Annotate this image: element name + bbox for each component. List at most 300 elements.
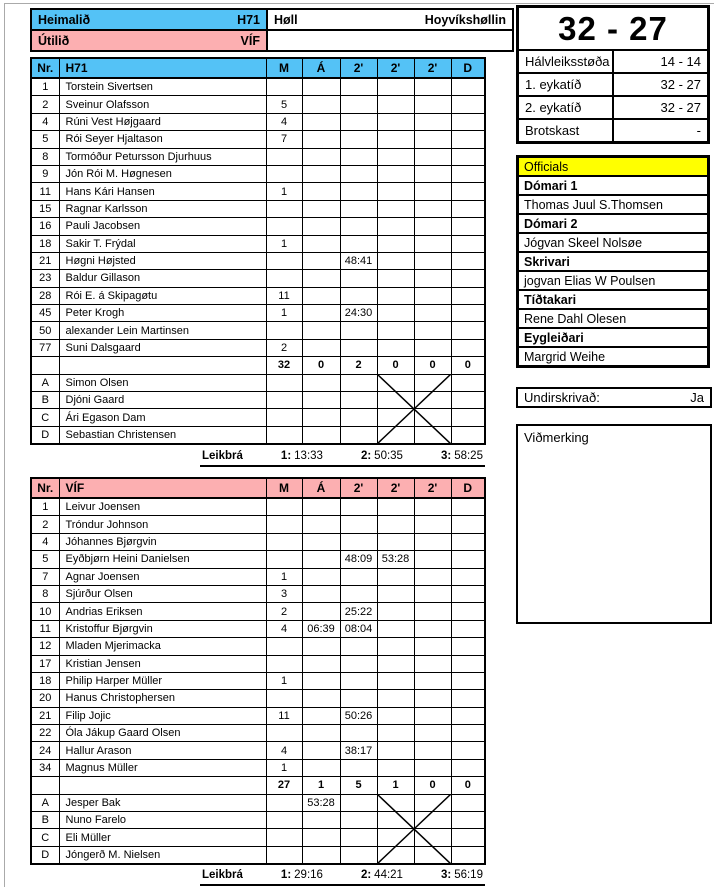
- warning-cell: [302, 374, 340, 391]
- totals-row: [31, 777, 485, 794]
- penalty-shootout-value: -: [613, 119, 709, 143]
- player-number-cell: 45: [31, 305, 59, 322]
- column-header: D: [451, 478, 485, 498]
- player-row: [31, 113, 485, 130]
- disqualification-cell: [451, 131, 485, 148]
- suspension-cell: [340, 339, 377, 356]
- player-number-cell: 4: [31, 113, 59, 130]
- suspension-cell: [377, 374, 414, 391]
- suspension-cell: [377, 339, 414, 356]
- signed-label: Undirskrivað:: [524, 390, 600, 405]
- column-header: D: [451, 58, 485, 78]
- suspension-cell: [414, 392, 451, 409]
- suspension-cell: [414, 498, 451, 516]
- player-row: [31, 707, 485, 724]
- suspension-cell: [377, 707, 414, 724]
- suspension-cell: [414, 374, 451, 391]
- goals-cell: [266, 498, 302, 516]
- suspension-cell: [414, 183, 451, 200]
- goals-cell: [266, 148, 302, 165]
- suspension-cell: [340, 655, 377, 672]
- disqualification-cell: [451, 603, 485, 620]
- warning-cell: [302, 568, 340, 585]
- suspension-cell: [414, 620, 451, 637]
- player-name-cell: Ragnar Karlsson: [59, 200, 266, 217]
- disqualification-cell: [451, 725, 485, 742]
- referee1-role: Dómari 1: [518, 176, 709, 195]
- player-name-cell: Tróndur Johnson: [59, 516, 266, 533]
- suspension-cell: [377, 287, 414, 304]
- player-row: [31, 533, 485, 550]
- suspension-cell: [414, 533, 451, 550]
- suspension-cell: [377, 252, 414, 269]
- suspension-cell: [377, 200, 414, 217]
- player-number-cell: 15: [31, 200, 59, 217]
- player-name-cell: Agnar Joensen: [59, 568, 266, 585]
- secretary-name: jogvan Elias W Poulsen: [518, 271, 709, 290]
- suspension-cell: [340, 270, 377, 287]
- disqualification-cell: [451, 551, 485, 568]
- suspension-cell: 2: [340, 357, 377, 374]
- warning-cell: [302, 113, 340, 130]
- leikbra-time-3: 3: 58:25: [440, 450, 483, 462]
- disqualification-cell: [451, 339, 485, 356]
- roster-header-row: [31, 478, 485, 498]
- suspension-cell: [414, 672, 451, 689]
- player-number-cell: B: [31, 392, 59, 409]
- disqualification-cell: [451, 270, 485, 287]
- timekeeper-name: Rene Dahl Olesen: [518, 309, 709, 328]
- disqualification-cell: [451, 113, 485, 130]
- suspension-cell: [377, 218, 414, 235]
- suspension-cell: 08:04: [340, 620, 377, 637]
- column-header: 2': [377, 58, 414, 78]
- suspension-cell: [340, 759, 377, 776]
- warning-cell: [302, 392, 340, 409]
- player-row: [31, 725, 485, 742]
- player-name-cell: Eli Müller: [59, 829, 266, 846]
- player-number-cell: 9: [31, 165, 59, 182]
- leikbra-time-2: 2: 44:21: [360, 869, 403, 881]
- away-leikbra: [200, 869, 485, 886]
- player-name-cell: Hallur Arason: [59, 742, 266, 759]
- disqualification-cell: [451, 235, 485, 252]
- suspension-cell: [340, 533, 377, 550]
- referee1-name: Thomas Juul S.Thomsen: [518, 195, 709, 214]
- suspension-cell: [340, 725, 377, 742]
- goals-cell: 4: [266, 113, 302, 130]
- suspension-cell: [340, 78, 377, 96]
- player-row: [31, 655, 485, 672]
- player-number-cell: 7: [31, 568, 59, 585]
- suspension-cell: [414, 218, 451, 235]
- suspension-cell: [414, 585, 451, 602]
- warning-cell: [302, 322, 340, 339]
- player-name-cell: Peter Krogh: [59, 305, 266, 322]
- player-name-cell: Hans Kári Hansen: [59, 183, 266, 200]
- home-team-cell: [31, 9, 267, 30]
- player-number-cell: 18: [31, 672, 59, 689]
- player-number-cell: 11: [31, 620, 59, 637]
- suspension-cell: [377, 235, 414, 252]
- suspension-cell: [340, 235, 377, 252]
- suspension-cell: [340, 568, 377, 585]
- suspension-cell: 25:22: [340, 603, 377, 620]
- player-row: [31, 498, 485, 516]
- team-official-row: [31, 392, 485, 409]
- column-header: H71: [59, 58, 266, 78]
- suspension-cell: [377, 829, 414, 846]
- column-header: Á: [302, 478, 340, 498]
- suspension-cell: [377, 392, 414, 409]
- disqualification-cell: 0: [451, 777, 485, 794]
- warning-cell: [302, 829, 340, 846]
- column-header: 2': [414, 58, 451, 78]
- player-row: [31, 270, 485, 287]
- suspension-cell: [414, 759, 451, 776]
- suspension-cell: [340, 846, 377, 864]
- warning-cell: [302, 235, 340, 252]
- suspension-cell: [377, 113, 414, 130]
- goals-cell: [266, 655, 302, 672]
- referee2-role: Dómari 2: [518, 214, 709, 233]
- player-name-cell: Jóhannes Bjørgvin: [59, 533, 266, 550]
- suspension-cell: [377, 270, 414, 287]
- warning-cell: [302, 655, 340, 672]
- suspension-cell: 0: [414, 357, 451, 374]
- disqualification-cell: [451, 148, 485, 165]
- goals-cell: [266, 392, 302, 409]
- goals-cell: 2: [266, 339, 302, 356]
- warning-cell: [302, 516, 340, 533]
- suspension-cell: [340, 690, 377, 707]
- player-name-cell: Sakir T. Frýdal: [59, 235, 266, 252]
- suspension-cell: [414, 426, 451, 444]
- away-team-name: VÍF: [240, 33, 260, 48]
- player-name-cell: Tormóður Petursson Djurhuus: [59, 148, 266, 165]
- player-number-cell: 2: [31, 516, 59, 533]
- suspension-cell: [377, 183, 414, 200]
- goals-cell: 1: [266, 305, 302, 322]
- signed-value: Ja: [690, 390, 704, 405]
- player-number-cell: 24: [31, 742, 59, 759]
- suspension-cell: 0: [414, 777, 451, 794]
- goals-cell: [266, 374, 302, 391]
- page-edge-top: [4, 3, 714, 4]
- suspension-cell: [414, 707, 451, 724]
- suspension-cell: [377, 322, 414, 339]
- warning-cell: [302, 585, 340, 602]
- warning-cell: [302, 498, 340, 516]
- column-header: Nr.: [31, 478, 59, 498]
- suspension-cell: [414, 322, 451, 339]
- goals-cell: 1: [266, 235, 302, 252]
- player-number-cell: 34: [31, 759, 59, 776]
- player-row: [31, 516, 485, 533]
- disqualification-cell: [451, 183, 485, 200]
- observer-role: Eygleiðari: [518, 328, 709, 347]
- goals-cell: 4: [266, 742, 302, 759]
- warning-cell: [302, 759, 340, 776]
- player-number-cell: 21: [31, 707, 59, 724]
- suspension-cell: [377, 638, 414, 655]
- disqualification-cell: [451, 568, 485, 585]
- team-official-row: [31, 426, 485, 444]
- overtime2-score: 32 - 27: [613, 96, 709, 119]
- player-number-cell: C: [31, 829, 59, 846]
- player-name-cell: alexander Lein Martinsen: [59, 322, 266, 339]
- timekeeper-role: Tíðtakari: [518, 290, 709, 309]
- player-name-cell: Ári Egason Dam: [59, 409, 266, 426]
- player-number-cell: 50: [31, 322, 59, 339]
- player-row: [31, 759, 485, 776]
- suspension-cell: 38:17: [340, 742, 377, 759]
- player-name-cell: Óla Jákup Gaard Olsen: [59, 725, 266, 742]
- goals-cell: 1: [266, 183, 302, 200]
- player-name-cell: Rúni Vest Højgaard: [59, 113, 266, 130]
- player-name-cell: Rói Seyer Hjaltason: [59, 131, 266, 148]
- suspension-cell: [377, 568, 414, 585]
- suspension-cell: [414, 603, 451, 620]
- totals-row: [31, 357, 485, 374]
- overtime2-label: 2. eykatíð: [518, 96, 614, 119]
- player-row: [31, 78, 485, 96]
- disqualification-cell: [451, 794, 485, 811]
- player-number-cell: 1: [31, 498, 59, 516]
- final-score: 32 - 27: [518, 7, 709, 51]
- goals-cell: [266, 551, 302, 568]
- disqualification-cell: [451, 742, 485, 759]
- player-number-cell: D: [31, 426, 59, 444]
- suspension-cell: [377, 690, 414, 707]
- remarks-box: [516, 424, 712, 624]
- disqualification-cell: [451, 585, 485, 602]
- suspension-cell: [377, 620, 414, 637]
- halftime-score: 14 - 14: [613, 50, 709, 73]
- disqualification-cell: [451, 287, 485, 304]
- roster-header-row: [31, 58, 485, 78]
- leikbra-time-1: 1: 13:33: [280, 450, 323, 462]
- player-name-cell: Sebastian Christensen: [59, 426, 266, 444]
- goals-cell: [266, 533, 302, 550]
- suspension-cell: [414, 131, 451, 148]
- warning-cell: [302, 812, 340, 829]
- warning-cell: [302, 846, 340, 864]
- suspension-cell: [377, 305, 414, 322]
- suspension-cell: [340, 585, 377, 602]
- player-name-cell: [59, 777, 266, 794]
- column-header: 2': [414, 478, 451, 498]
- disqualification-cell: [451, 846, 485, 864]
- hall-empty-cell: [267, 30, 513, 51]
- goals-cell: 11: [266, 287, 302, 304]
- suspension-cell: [414, 339, 451, 356]
- suspension-cell: [414, 690, 451, 707]
- suspension-cell: [414, 270, 451, 287]
- goals-cell: [266, 218, 302, 235]
- player-row: [31, 218, 485, 235]
- player-row: [31, 620, 485, 637]
- leikbra-label: Leikbrá: [202, 450, 243, 462]
- disqualification-cell: [451, 533, 485, 550]
- away-roster-table: [30, 477, 484, 865]
- column-header: 2': [340, 478, 377, 498]
- goals-cell: [266, 829, 302, 846]
- player-row: [31, 690, 485, 707]
- signed-box: [516, 387, 712, 408]
- disqualification-cell: [451, 759, 485, 776]
- goals-cell: [266, 516, 302, 533]
- leikbra-label: Leikbrá: [202, 869, 243, 881]
- hall-label: Høll: [274, 12, 298, 27]
- warning-cell: [302, 742, 340, 759]
- suspension-cell: [414, 148, 451, 165]
- player-number-cell: 16: [31, 218, 59, 235]
- suspension-cell: 24:30: [340, 305, 377, 322]
- player-row: [31, 585, 485, 602]
- suspension-cell: [340, 638, 377, 655]
- suspension-cell: [414, 252, 451, 269]
- disqualification-cell: [451, 409, 485, 426]
- disqualification-cell: [451, 638, 485, 655]
- disqualification-cell: [451, 690, 485, 707]
- referee2-name: Jógvan Skeel Nolsøe: [518, 233, 709, 252]
- overtime1-label: 1. eykatíð: [518, 73, 614, 96]
- disqualification-cell: [451, 426, 485, 444]
- player-row: [31, 252, 485, 269]
- goals-cell: 1: [266, 568, 302, 585]
- player-row: [31, 131, 485, 148]
- suspension-cell: [414, 829, 451, 846]
- suspension-cell: [340, 516, 377, 533]
- warning-cell: [302, 638, 340, 655]
- suspension-cell: [414, 516, 451, 533]
- disqualification-cell: [451, 672, 485, 689]
- disqualification-cell: [451, 165, 485, 182]
- warning-cell: [302, 78, 340, 96]
- player-name-cell: Magnus Müller: [59, 759, 266, 776]
- disqualification-cell: [451, 305, 485, 322]
- disqualification-cell: [451, 374, 485, 391]
- suspension-cell: [340, 113, 377, 130]
- warning-cell: [302, 200, 340, 217]
- suspension-cell: [414, 113, 451, 130]
- goals-cell: [266, 252, 302, 269]
- page-edge-left: [4, 3, 5, 887]
- player-row: [31, 672, 485, 689]
- suspension-cell: [340, 426, 377, 444]
- suspension-cell: 5: [340, 777, 377, 794]
- warning-cell: 1: [302, 777, 340, 794]
- warning-cell: [302, 690, 340, 707]
- suspension-cell: [414, 165, 451, 182]
- suspension-cell: [377, 498, 414, 516]
- suspension-cell: [414, 812, 451, 829]
- warning-cell: [302, 725, 340, 742]
- suspension-cell: [340, 96, 377, 113]
- player-name-cell: Kristoffur Bjørgvin: [59, 620, 266, 637]
- player-number-cell: 77: [31, 339, 59, 356]
- player-row: [31, 200, 485, 217]
- goals-cell: [266, 270, 302, 287]
- away-label: Útilið: [38, 33, 70, 48]
- player-number-cell: 5: [31, 131, 59, 148]
- player-row: [31, 183, 485, 200]
- goals-cell: [266, 78, 302, 96]
- suspension-cell: [414, 200, 451, 217]
- team-official-row: [31, 794, 485, 811]
- suspension-cell: [340, 498, 377, 516]
- player-name-cell: Suni Dalsgaard: [59, 339, 266, 356]
- goals-cell: 2: [266, 603, 302, 620]
- column-header: Á: [302, 58, 340, 78]
- hall-value: Hoyvíkshøllin: [424, 12, 506, 27]
- player-number-cell: A: [31, 374, 59, 391]
- officials-panel: [516, 155, 710, 368]
- player-name-cell: Simon Olsen: [59, 374, 266, 391]
- suspension-cell: [377, 672, 414, 689]
- warning-cell: [302, 96, 340, 113]
- suspension-cell: [377, 426, 414, 444]
- warning-cell: [302, 603, 340, 620]
- suspension-cell: [340, 322, 377, 339]
- goals-cell: [266, 322, 302, 339]
- player-row: [31, 165, 485, 182]
- player-number-cell: 28: [31, 287, 59, 304]
- goals-cell: [266, 812, 302, 829]
- warning-cell: [302, 672, 340, 689]
- suspension-cell: [377, 846, 414, 864]
- player-name-cell: [59, 357, 266, 374]
- player-row: [31, 551, 485, 568]
- player-number-cell: [31, 777, 59, 794]
- suspension-cell: [340, 131, 377, 148]
- disqualification-cell: [451, 829, 485, 846]
- officials-title: Officials: [518, 157, 709, 177]
- team-official-row: [31, 829, 485, 846]
- suspension-cell: [377, 148, 414, 165]
- suspension-cell: [377, 603, 414, 620]
- suspension-cell: [414, 794, 451, 811]
- suspension-cell: [340, 218, 377, 235]
- player-name-cell: Jesper Bak: [59, 794, 266, 811]
- player-row: [31, 742, 485, 759]
- player-name-cell: Rói E. á Skipagøtu: [59, 287, 266, 304]
- player-row: [31, 322, 485, 339]
- suspension-cell: [414, 287, 451, 304]
- player-name-cell: Mladen Mjerimacka: [59, 638, 266, 655]
- warning-cell: 0: [302, 357, 340, 374]
- player-number-cell: 8: [31, 148, 59, 165]
- suspension-cell: [377, 165, 414, 182]
- suspension-cell: [340, 287, 377, 304]
- suspension-cell: [414, 305, 451, 322]
- suspension-cell: [377, 725, 414, 742]
- leikbra-time-2: 2: 50:35: [360, 450, 403, 462]
- suspension-cell: [414, 742, 451, 759]
- warning-cell: [302, 287, 340, 304]
- score-panel: [516, 5, 710, 144]
- player-number-cell: 22: [31, 725, 59, 742]
- suspension-cell: [340, 672, 377, 689]
- player-row: [31, 638, 485, 655]
- suspension-cell: [340, 392, 377, 409]
- team-official-row: [31, 846, 485, 864]
- player-number-cell: 12: [31, 638, 59, 655]
- match-header: [30, 8, 514, 52]
- secretary-role: Skrivari: [518, 252, 709, 271]
- warning-cell: [302, 183, 340, 200]
